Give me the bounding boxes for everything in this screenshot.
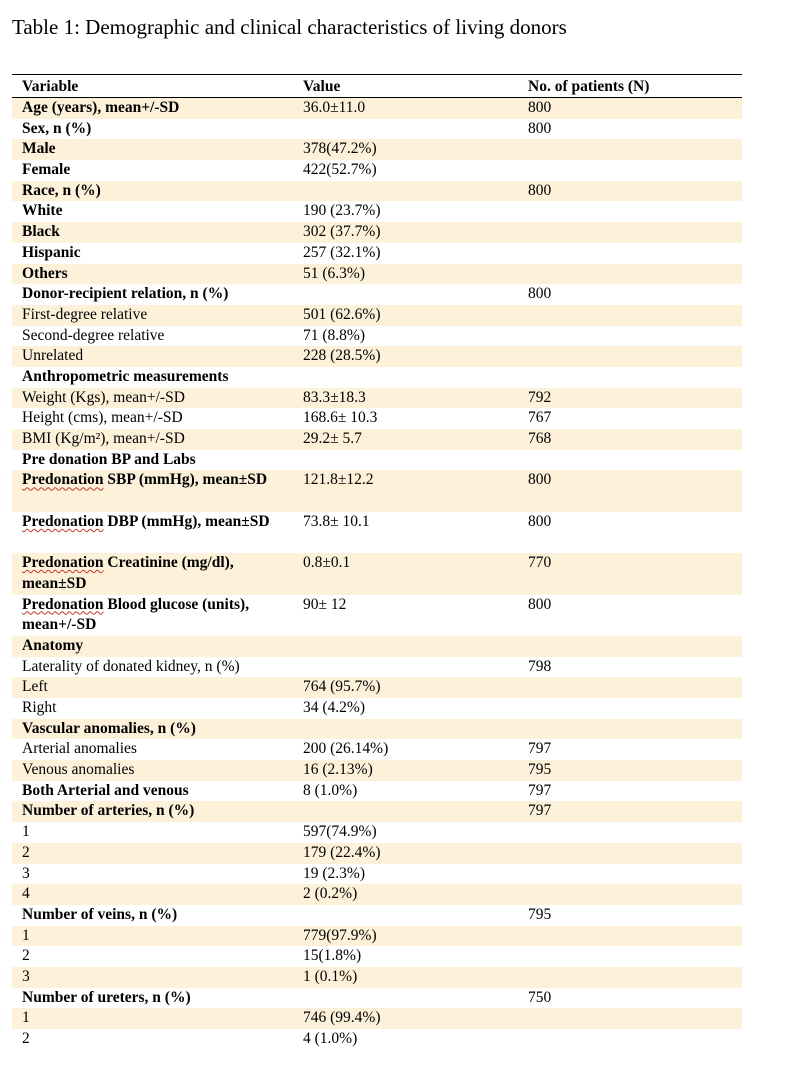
row-value: 1 (0.1%) bbox=[303, 967, 358, 985]
row-variable: Predonation Creatinine (mg/dl), mean±SD bbox=[22, 554, 234, 592]
row-value: 190 (23.7%) bbox=[303, 202, 381, 220]
row-variable: White bbox=[22, 202, 63, 220]
row-value: 36.0±11.0 bbox=[303, 99, 366, 116]
row-variable: Unrelated bbox=[22, 347, 84, 365]
row-variable: Hispanic bbox=[22, 243, 81, 261]
row-value: 51 (6.3%) bbox=[303, 264, 365, 282]
table-row bbox=[12, 967, 742, 988]
table-row bbox=[12, 181, 742, 202]
row-variable: Weight (Kgs), mean+/-SD bbox=[22, 388, 185, 406]
table-row bbox=[12, 367, 742, 388]
row-patient-count: 797 bbox=[528, 802, 552, 820]
row-variable: 3 bbox=[22, 864, 30, 882]
table-row bbox=[12, 595, 742, 636]
table-row bbox=[12, 739, 742, 760]
row-variable: 4 bbox=[22, 885, 30, 903]
table-row bbox=[12, 160, 742, 181]
row-value: 83.3±18.3 bbox=[303, 388, 366, 406]
table-row bbox=[12, 843, 742, 864]
characteristics-table bbox=[12, 74, 742, 1050]
table-row bbox=[12, 884, 742, 905]
header-variable: Variable bbox=[22, 78, 79, 95]
table-row bbox=[12, 1008, 742, 1029]
table-row bbox=[12, 429, 742, 450]
row-patient-count: 800 bbox=[528, 595, 552, 613]
row-value: 29.2± 5.7 bbox=[303, 430, 362, 447]
row-value: 422(52.7%) bbox=[303, 161, 377, 179]
table-row bbox=[12, 677, 742, 698]
row-value: 0.8±0.1 bbox=[303, 554, 351, 572]
table-row bbox=[12, 388, 742, 409]
table-row bbox=[12, 119, 742, 140]
row-patient-count: 800 bbox=[528, 471, 552, 489]
row-variable: Predonation DBP (mmHg), mean±SD bbox=[22, 512, 270, 530]
row-variable: 1 bbox=[22, 823, 30, 841]
row-variable: Age (years), mean+/-SD bbox=[22, 99, 180, 116]
table-row bbox=[12, 201, 742, 222]
table-row bbox=[12, 512, 742, 553]
row-variable: 2 bbox=[22, 1030, 30, 1047]
row-patient-count: 800 bbox=[528, 512, 552, 530]
table-row bbox=[12, 760, 742, 781]
row-patient-count: 800 bbox=[528, 99, 552, 116]
row-variable: 2 bbox=[22, 843, 30, 861]
table-row bbox=[12, 946, 742, 967]
row-variable: Laterality of donated kidney, n (%) bbox=[22, 657, 240, 675]
table-row bbox=[12, 305, 742, 326]
row-variable: Number of ureters, n (%) bbox=[22, 988, 191, 1006]
table-row bbox=[12, 801, 742, 822]
row-variable: Others bbox=[22, 264, 68, 282]
row-patient-count: 795 bbox=[528, 905, 552, 923]
row-value: 90± 12 bbox=[303, 595, 347, 613]
table-body bbox=[12, 98, 742, 1050]
row-patient-count: 800 bbox=[528, 119, 552, 137]
row-patient-count: 792 bbox=[528, 388, 552, 406]
row-variable: Anatomy bbox=[22, 636, 84, 654]
table-row bbox=[12, 470, 742, 511]
table-row bbox=[12, 264, 742, 285]
row-variable: Number of veins, n (%) bbox=[22, 905, 178, 923]
row-value: 779(97.9%) bbox=[303, 926, 377, 944]
row-value: 71 (8.8%) bbox=[303, 326, 365, 344]
row-patient-count: 797 bbox=[528, 740, 552, 758]
row-value: 168.6± 10.3 bbox=[303, 409, 378, 427]
row-variable: Both Arterial and venous bbox=[22, 781, 189, 799]
header-patients: No. of patients (N) bbox=[528, 78, 650, 95]
table-row bbox=[12, 636, 742, 657]
table-row bbox=[12, 905, 742, 926]
table-header-row bbox=[12, 75, 742, 98]
row-patient-count: 800 bbox=[528, 285, 552, 303]
table-row bbox=[12, 222, 742, 243]
table-row bbox=[12, 781, 742, 802]
row-patient-count: 800 bbox=[528, 181, 552, 199]
table-row bbox=[12, 139, 742, 160]
table-row bbox=[12, 326, 742, 347]
table-row bbox=[12, 284, 742, 305]
row-variable: Male bbox=[22, 140, 56, 158]
row-value: 746 (99.4%) bbox=[303, 1009, 381, 1027]
row-patient-count: 770 bbox=[528, 554, 552, 572]
row-variable: Second-degree relative bbox=[22, 326, 165, 344]
row-value: 8 (1.0%) bbox=[303, 781, 358, 799]
row-patient-count: 798 bbox=[528, 657, 552, 675]
row-variable: Left bbox=[22, 678, 48, 696]
row-variable: Venous anomalies bbox=[22, 761, 135, 779]
row-patient-count: 797 bbox=[528, 781, 552, 799]
row-variable: BMI (Kg/m²), mean+/-SD bbox=[22, 430, 185, 447]
row-patient-count: 750 bbox=[528, 988, 552, 1006]
row-variable: 2 bbox=[22, 947, 30, 965]
table-title: Table 1: Demographic and clinical characteristics of living donors bbox=[12, 15, 567, 39]
table-row bbox=[12, 346, 742, 367]
row-value: 378(47.2%) bbox=[303, 140, 377, 158]
row-value: 764 (95.7%) bbox=[303, 678, 381, 696]
row-value: 2 (0.2%) bbox=[303, 885, 358, 903]
table-row bbox=[12, 988, 742, 1009]
row-variable: Female bbox=[22, 161, 71, 179]
table-row bbox=[12, 698, 742, 719]
row-value: 501 (62.6%) bbox=[303, 305, 381, 323]
row-patient-count: 795 bbox=[528, 761, 552, 779]
row-variable: Predonation Blood glucose (units), mean+/-SD bbox=[22, 595, 250, 634]
row-variable: 1 bbox=[22, 1009, 30, 1027]
row-value: 34 (4.2%) bbox=[303, 699, 365, 716]
row-variable: 1 bbox=[22, 926, 30, 944]
table-row bbox=[12, 864, 742, 885]
row-variable: Black bbox=[22, 223, 60, 241]
table-row bbox=[12, 408, 742, 429]
row-variable: Race, n (%) bbox=[22, 181, 101, 199]
row-value: 73.8± 10.1 bbox=[303, 512, 370, 530]
row-value: 4 (1.0%) bbox=[303, 1030, 358, 1047]
row-variable: Right bbox=[22, 699, 57, 716]
row-value: 257 (32.1%) bbox=[303, 243, 381, 261]
row-value: 179 (22.4%) bbox=[303, 843, 381, 861]
row-patient-count: 767 bbox=[528, 409, 552, 427]
table-row bbox=[12, 822, 742, 843]
row-variable: Vascular anomalies, n (%) bbox=[22, 719, 196, 737]
row-variable: Pre donation BP and Labs bbox=[22, 450, 196, 468]
row-variable: Number of arteries, n (%) bbox=[22, 802, 195, 820]
table-row bbox=[12, 98, 742, 119]
row-value: 19 (2.3%) bbox=[303, 864, 365, 882]
row-value: 302 (37.7%) bbox=[303, 223, 381, 241]
row-variable: Predonation SBP (mmHg), mean±SD bbox=[22, 471, 268, 489]
row-variable: Height (cms), mean+/-SD bbox=[22, 409, 183, 427]
table-row bbox=[12, 1029, 742, 1050]
row-variable: First-degree relative bbox=[22, 305, 148, 323]
row-value: 15(1.8%) bbox=[303, 947, 362, 965]
row-value: 16 (2.13%) bbox=[303, 761, 373, 779]
table-row bbox=[12, 719, 742, 740]
table-row bbox=[12, 553, 742, 594]
row-value: 597(74.9%) bbox=[303, 823, 377, 841]
row-variable: Anthropometric measurements bbox=[22, 367, 229, 385]
row-patient-count: 768 bbox=[528, 430, 552, 447]
row-value: 228 (28.5%) bbox=[303, 347, 381, 365]
header-value: Value bbox=[303, 78, 341, 95]
row-variable: Arterial anomalies bbox=[22, 740, 137, 758]
row-variable: Donor-recipient relation, n (%) bbox=[22, 285, 229, 303]
row-variable: Sex, n (%) bbox=[22, 119, 92, 137]
table-row bbox=[12, 243, 742, 264]
table-row bbox=[12, 657, 742, 678]
row-variable: 3 bbox=[22, 967, 30, 985]
row-value: 200 (26.14%) bbox=[303, 740, 389, 758]
table-row bbox=[12, 926, 742, 947]
table-row bbox=[12, 450, 742, 471]
row-value: 121.8±12.2 bbox=[303, 471, 374, 489]
